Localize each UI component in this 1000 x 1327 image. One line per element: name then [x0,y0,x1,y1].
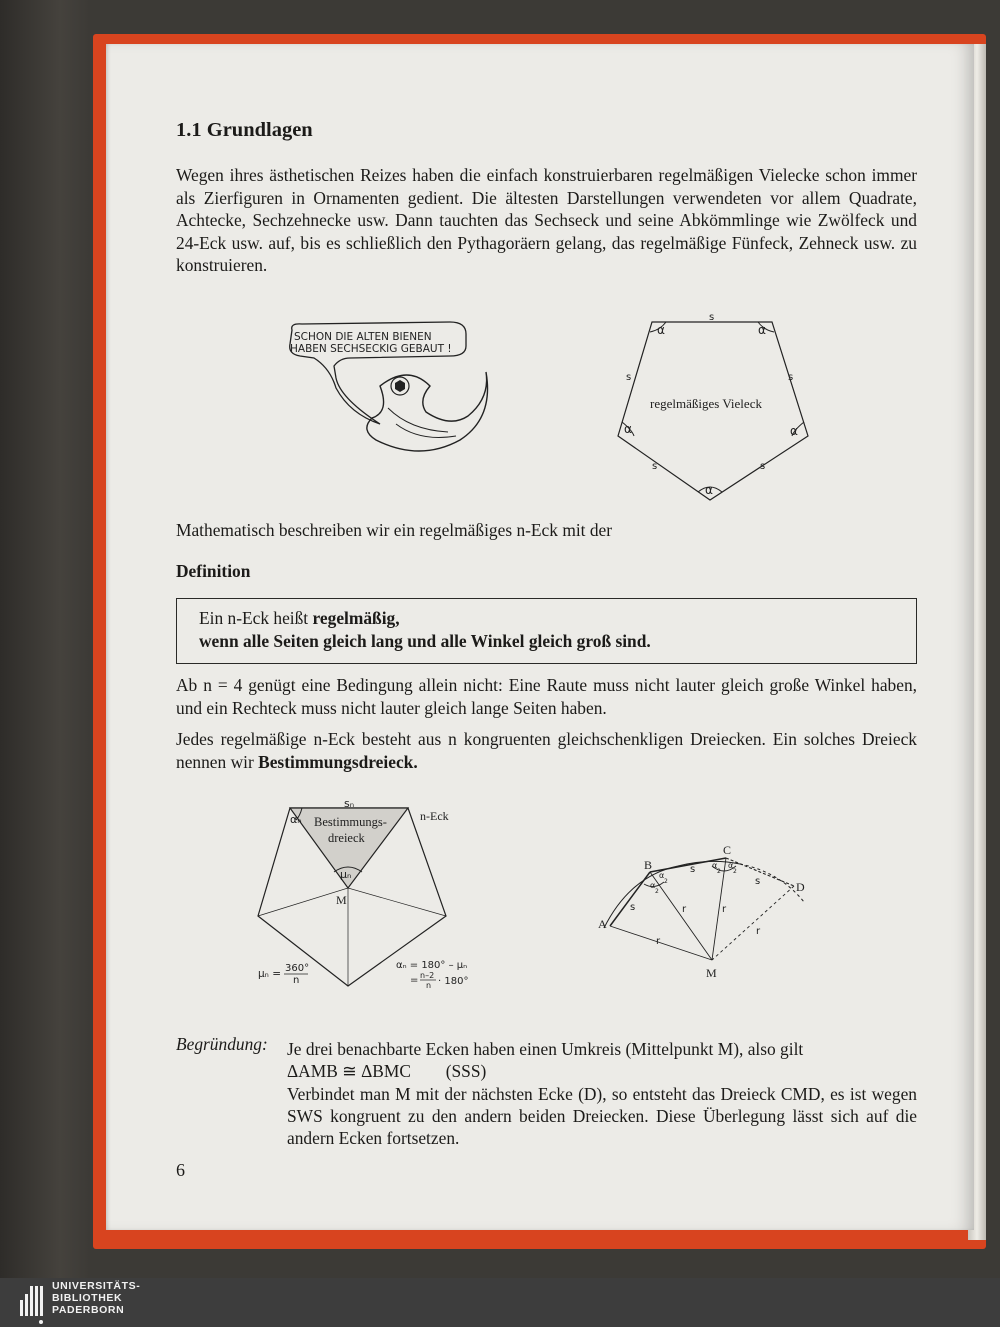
radius-r-label-1: r [682,904,687,915]
pentagon-label: regelmäßiges Vieleck [650,396,762,411]
alpha-label-4: α [790,424,798,438]
alpha-formula-num: n–2 [420,971,435,980]
point-m-label: M [706,966,717,980]
page-number: 6 [176,1160,185,1180]
mu-n-label: μₙ [340,868,352,881]
half-alpha-den-1: 2 [655,888,659,895]
alpha-label-3: α [624,422,632,436]
library-logo-icon [8,1282,48,1324]
alpha-formula-tail: · 180° [438,976,469,987]
library-name-2: BIBLIOTHEK [52,1292,123,1304]
jedes-text: Jedes regelmäßige n-Eck besteht aus n kongruenten gleichschenkligen Dreiecken. Ein solches Dreieck nennen wir [176,729,917,772]
pentagon-shape [618,322,808,500]
bee-body [367,372,488,451]
radius-r-label-2: r [722,904,727,915]
side-label-4: s [652,461,658,472]
begruendung-line-1: Je drei benachbarte Ecken haben einen Umkreis (Mittelpunkt M), also gilt [287,1039,804,1059]
radius-r-label-4: r [756,926,761,937]
half-alpha-num-2: α [659,871,665,880]
alpha-label-1: α [657,323,665,337]
side-label-5: s [760,461,766,472]
alpha-formula-den: n [426,981,432,990]
half-alpha-den-4: 2 [733,868,737,875]
umkreis-figure [590,836,830,986]
math-intro: Mathematisch beschreiben wir ein regelmäßiges n-Eck mit der [176,520,613,540]
library-name-1: UNIVERSITÄTS- [52,1280,141,1292]
point-a-label: A [598,917,607,931]
alpha-n-label: αₙ [290,813,302,826]
side-label-3: s [788,372,794,383]
point-c-label: C [723,843,732,857]
definition-line-1-bold: regelmäßig, [312,608,400,628]
half-alpha-num-4: α [728,861,734,870]
pentagon-figure [612,306,812,506]
side-s-label-3: s [755,876,761,887]
mu-formula-den: n [293,975,300,986]
definition-line-2: wenn alle Seiten gleich lang und alle Winkel gleich groß sind. [199,631,651,651]
definition-line-1-plain: Ein n-Eck heißt [199,608,313,628]
begruendung-text [287,1038,917,1149]
side-label-2: s [626,372,632,383]
cartoon-text-2: HABEN SECHSECKIG GEBAUT ! [290,343,452,355]
half-alpha-den-2: 2 [664,878,668,885]
bestimmungsdreieck-term: Bestimmungsdreieck. [258,751,418,772]
alpha-formula-1: αₙ = 180° – μₙ [396,960,468,971]
definition-line-1 [199,608,400,629]
library-name-3: PADERBORN [52,1304,125,1316]
half-alpha-num-3: α [712,861,718,870]
begruendung-line-3: Verbindet man M mit der nächsten Ecke (D), so entsteht das Dreieck CMD, es ist wegen SWS kongruent zu den andern beiden Dreiecken. Diese Überlegung lässt sich auf die andern Ecken fortsetzen. [287,1083,917,1149]
half-alpha-den-3: 2 [717,868,721,875]
alpha-label-5: α [705,483,713,497]
mu-formula-lhs: μₙ = [258,968,281,980]
definition-heading: Definition [176,561,251,581]
half-alpha-num-1: α [650,881,656,890]
begruendung-line-2: ΔAMB ≅ ΔBMC (SSS) [287,1061,487,1082]
bestimmungs-label-2: dreieck [328,831,365,845]
bestimmungsdreieck-figure [250,792,480,996]
n-eck-label: n-Eck [420,809,449,823]
alpha-formula-eq: = [410,975,419,986]
center-m-label: M [336,893,347,907]
mu-formula-num: 360° [285,963,310,974]
alpha-label-2: α [758,323,766,337]
point-d-label: D [796,880,805,894]
raute-paragraph: Ab n = 4 genügt eine Bedingung allein nicht: Eine Raute muss nicht lauter gleich große Winkel haben, und ein Rechteck muss nicht lauter gleich lange Seiten haben. [176,675,917,718]
bee-cartoon [280,318,500,458]
point-b-label: B [644,858,653,872]
side-sn-label: sₙ [344,797,355,810]
jedes-paragraph [176,728,917,773]
bestimmungs-label-1: Bestimmungs- [314,815,387,829]
side-label-1: s [709,312,715,323]
side-s-label-1: s [630,902,636,913]
cartoon-text-1: SCHON DIE ALTEN BIENEN [294,331,432,343]
radius-r-label-3: r [656,936,661,947]
intro-paragraph: Wegen ihres ästhetischen Reizes haben die einfach konstruierbaren regelmäßigen Vielecke schon immer als Zierfiguren in Ornamenten gedient. Die ältesten Darstellungen verwendeten vor allem Quadrate, Achtecke, Sechzehnecke usw. Dann tauchten das Sechseck und seine Abkömmlinge wie Zwölfeck und 24-Eck usw. auf, bis es schließlich den Pythagoräern gelang, das regelmäßige Fünfeck, Zehneck usw. zu konstruieren. [176,165,917,276]
begruendung-label: Begründung: [176,1034,268,1054]
side-s-label-2: s [690,864,696,875]
library-footer [0,1278,1000,1327]
section-title: 1.1 Grundlagen [176,119,313,141]
